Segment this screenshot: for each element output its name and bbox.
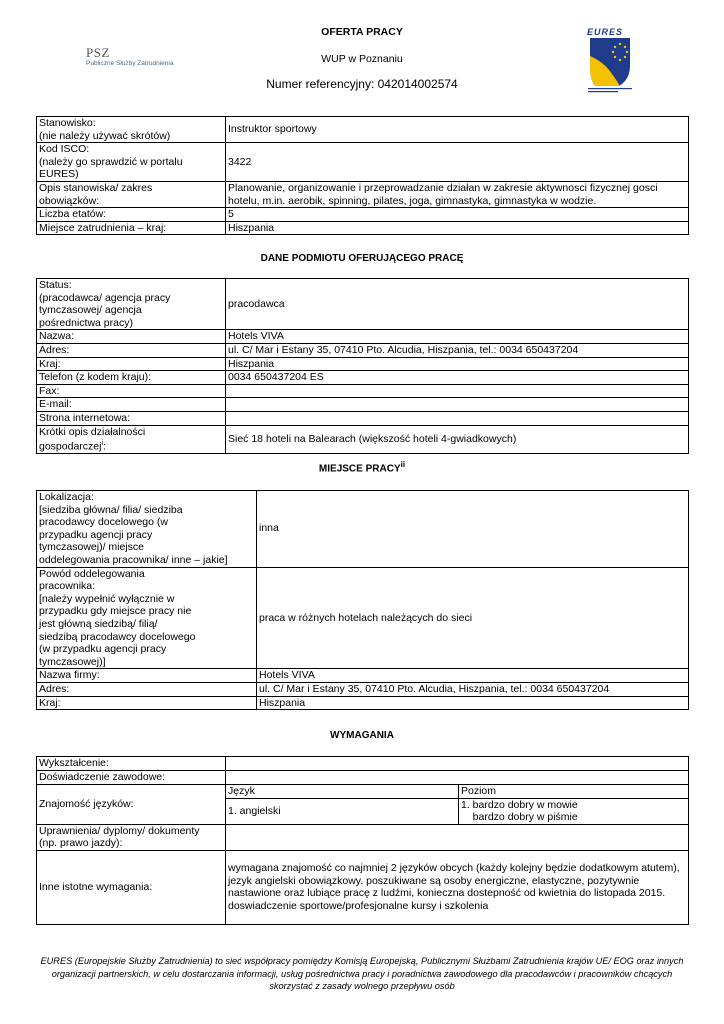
location-label: Lokalizacja: [siedziba główna/ filia/ siedziba pracodawcy docelowego (w przypadku agencji pracy tymczasowej)/ miejsce oddelegowania pracownika/ inne – jakie] <box>37 491 257 568</box>
requirements-table <box>36 756 689 925</box>
eures-footer-note: EURES (Europejskie Służby Zatrudnienia) to sieć współpracy pomiędzy Komisją Europejską, Publicznymi Służbami Zatrudnienia krajów UE/ EOG oraz innych organizacji partnerskich, w celu dostarczania informacji, usług pośrednictwa pracy i poradnictwa zawodowego dla pracodawców i pracowników chcących skorzystać z zasady wolnego przepływu osób <box>40 956 684 991</box>
employer-website-value <box>226 411 689 425</box>
isco-value: 3422 <box>226 143 689 182</box>
employer-name-value: Hotels VIVA <box>226 330 689 344</box>
employer-phone-label: Telefon (z kodem kraju): <box>37 371 226 385</box>
requirements-section-title: WYMAGANIA <box>330 730 394 741</box>
offer-table <box>36 116 689 235</box>
other-requirements-label: Inne istotne wymagania: <box>37 850 226 924</box>
eures-logo-text: EURES <box>587 27 624 37</box>
business-description-value: Sieć 18 hoteli na Balearach (większość hoteli 4-gwiadkowych) <box>226 425 689 454</box>
permits-value <box>226 824 689 850</box>
positions-count-value: 5 <box>226 208 689 222</box>
positions-count-label: Liczba etatów: <box>37 208 226 222</box>
employer-phone-value: 0034 650437204 ES <box>226 371 689 385</box>
other-requirements-value: wymagana znajomość co najmniej 2 języków obcych (każdy kolejny będzie dodatkowym atutem), jezyk angielski obowiązkowy. poszukiwane są osoby energiczne, elastyczne, pozytywnie nastawione oraz lubiące pracę z ludźmi, konieczna dostepność od kwietnia do listopada 2015. doswiadczenie sportowe/profesjonalne kursy i szkolenia <box>226 850 689 924</box>
office-name: WUP w Poznaniu <box>321 53 403 65</box>
business-description-label: Krótki opis działalności gospodarczej$^i$: <box>37 425 226 454</box>
psz-logo-text: PSZ <box>86 45 110 60</box>
employer-section-title: DANE PODMIOTU OFERUJĄCEGO PRACĘ <box>260 253 464 264</box>
employer-country-value: Hiszpania <box>226 357 689 371</box>
education-label: Wykształcenie: <box>37 757 226 771</box>
position-label: Stanowisko: (nie należy używać skrótów) <box>37 117 226 143</box>
workplace-table <box>36 490 689 710</box>
footnote-marker: ii <box>400 460 406 469</box>
reference-number: Numer referencyjny: 042014002574 <box>266 77 458 91</box>
employer-table <box>36 278 689 454</box>
employer-website-label: Strona internetowa: <box>37 411 226 425</box>
languages-label: Znajomość języków: <box>37 785 226 825</box>
employer-country-label: Kraj: <box>37 357 226 371</box>
document-title: OFERTA PRACY <box>321 26 403 38</box>
psz-logo-subtitle: Publiczne Służby Zatrudnienia <box>86 60 174 67</box>
employer-address-value: ul. C/ Mar i Estany 35, 07410 Pto. Alcudia, Hiszpania, tel.: 0034 650437204 <box>226 343 689 357</box>
employer-name-label: Nazwa: <box>37 330 226 344</box>
level-column-header: Poziom <box>459 785 689 799</box>
experience-value <box>226 771 689 785</box>
secondment-reason-value: praca w różnych hotelach należących do sieci <box>257 567 689 669</box>
employer-fax-value <box>226 384 689 398</box>
language-level: 1. bardzo dobry w mowie bardzo dobry w piśmie <box>459 798 689 824</box>
workplace-country-value: Hiszpania <box>226 221 689 235</box>
language-column-header: Język <box>226 785 459 799</box>
secondment-reason-label: Powód oddelegowania pracownika: [należy wypełnić wyłącznie w przypadku gdy miejsce pracy nie jest główną siedzibą/ filią/ siedzibą pracodawcy docelowego (w przypadku agencji pracy tymczasowej)] <box>37 567 257 669</box>
workplace-address-value: ul. C/ Mar i Estany 35, 07410 Pto. Alcudia, Hiszpania, tel.: 0034 650437204 <box>257 682 689 696</box>
company-name-label: Nazwa firmy: <box>37 669 257 683</box>
language-name: 1. angielski <box>226 798 459 824</box>
education-value <box>226 757 689 771</box>
status-label: Status: (pracodawca/ agencja pracy tymczasowej/ agencja pośrednictwa pracy) <box>37 279 226 330</box>
employer-address-label: Adres: <box>37 343 226 357</box>
experience-label: Doświadczenie zawodowe: <box>37 771 226 785</box>
workplace-country-value: Hiszpania <box>257 696 689 710</box>
status-value: pracodawca <box>226 279 689 330</box>
employer-email-value <box>226 398 689 412</box>
footnote-marker: i <box>101 440 104 448</box>
employer-email-label: E-mail: <box>37 398 226 412</box>
position-value: Instruktor sportowy <box>226 117 689 143</box>
workplace-section-title: MIEJSCE PRACY$^{ii}$ <box>318 460 406 475</box>
job-description-value: Planowanie, organizowanie i przeprowadzanie działan w zakresie aktywnosci fizycznej gosci hotelu, m.in. aerobik, spinning, pilates, joga, gimnastyka, gimnastyka w wodzie. <box>226 181 689 207</box>
workplace-country-label: Miejsce zatrudnienia – kraj: <box>37 221 226 235</box>
location-value: inna <box>257 491 689 568</box>
eures-logo <box>582 26 638 96</box>
job-description-label: Opis stanowiska/ zakres obowiązków: <box>37 181 226 207</box>
company-name-value: Hotels VIVA <box>257 669 689 683</box>
isco-label: Kod ISCO: (należy go sprawdzić w portalu EURES) <box>37 143 226 182</box>
workplace-address-label: Adres: <box>37 682 257 696</box>
workplace-country-label: Kraj: <box>37 696 257 710</box>
permits-label: Uprawnienia/ dyplomy/ dokumenty (np. prawo jazdy): <box>37 824 226 850</box>
employer-fax-label: Fax: <box>37 384 226 398</box>
